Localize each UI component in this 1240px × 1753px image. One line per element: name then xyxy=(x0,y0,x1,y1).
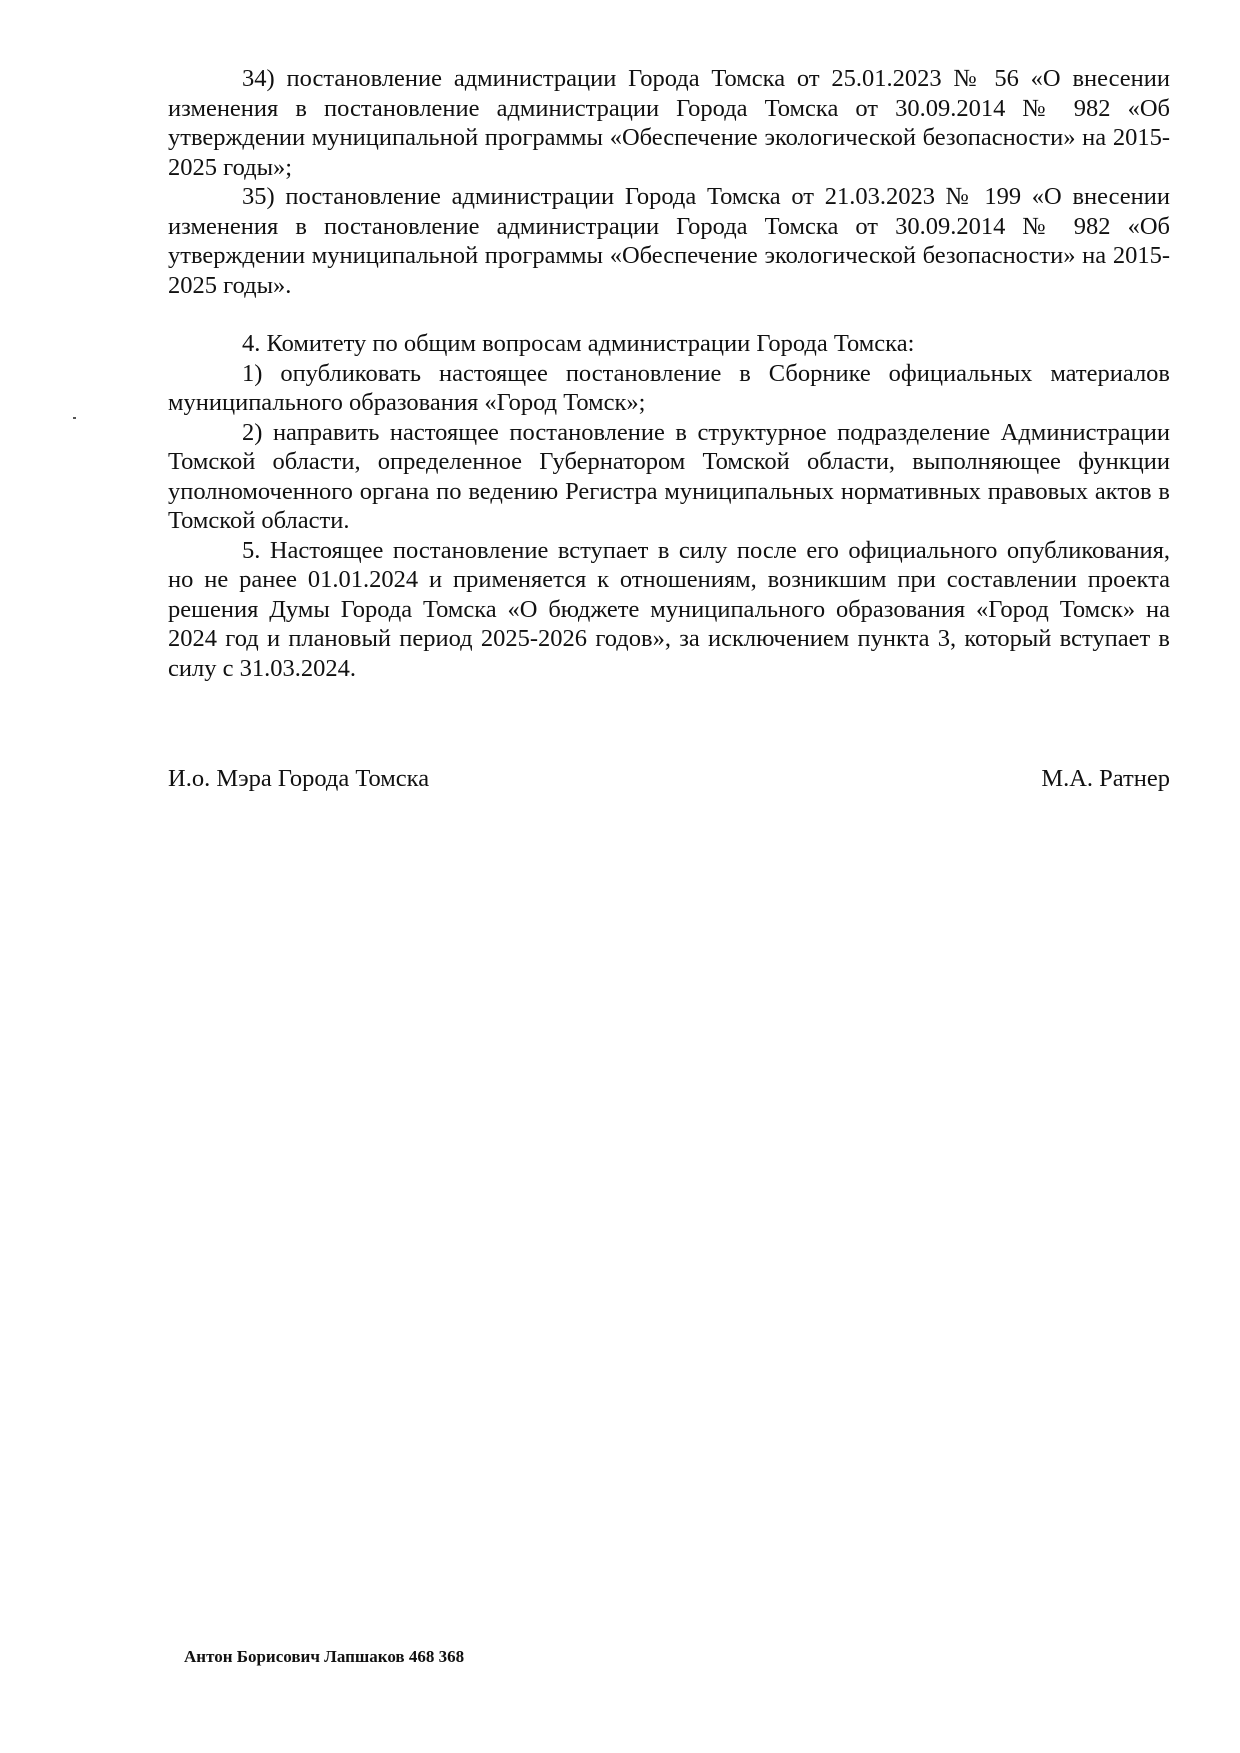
paragraph-gap xyxy=(168,300,1170,329)
section-4-item-2: 2) направить настоящее постановление в структурное подразделение Администрации Томской области, определенное Губернатором Томской области, выполняющее функции уполномоченного органа по ведению Регистра муниципальных нормативных правовых актов в Томской области. xyxy=(168,418,1170,534)
signature-block xyxy=(168,764,1170,794)
section-4-heading: 4. Комитету по общим вопросам администрации Города Томска: xyxy=(242,330,915,357)
list-item-35: 35) постановление администрации Города Томска от 21.03.2023 № 199 «О внесении изменения в постановление администрации Города Томска от 30.09.2014 № 982 «Об утверждении муниципальной программы «Обеспечение экологической безопасности» на 2015-2025 годы». xyxy=(168,183,1170,299)
signatory-name: М.А. Ратнер xyxy=(1041,765,1170,792)
signatory-position: И.о. Мэра Города Томска xyxy=(168,765,430,792)
document-body xyxy=(168,64,1170,683)
section-5: 5. Настоящее постановление вступает в силу после его официального опубликования, но не ранее 01.01.2024 и применяется к отношениям, возникшим при составлении проекта решения Думы Города Томска «О бюджете муниципального образования «Город Томск» на 2024 год и плановый период 2025-2026 годов», за исключением пункта 3, который вступает в силу с 31.03.2024. xyxy=(168,536,1170,682)
list-item-34: 34) постановление администрации Города Томска от 25.01.2023 № 56 «О внесении изменения в постановление администрации Города Томска от 30.09.2014 № 982 «Об утверждении муниципальной программы «Обеспечение экологической безопасности» на 2015-2025 годы»; xyxy=(168,65,1170,181)
scan-speck xyxy=(73,417,76,419)
section-4-item-1: 1) опубликовать настоящее постановление в Сборнике официальных материалов муниципального образования «Город Томск»; xyxy=(168,359,1170,416)
executor-contact: Антон Борисович Лапшаков 468 368 xyxy=(184,1647,465,1666)
